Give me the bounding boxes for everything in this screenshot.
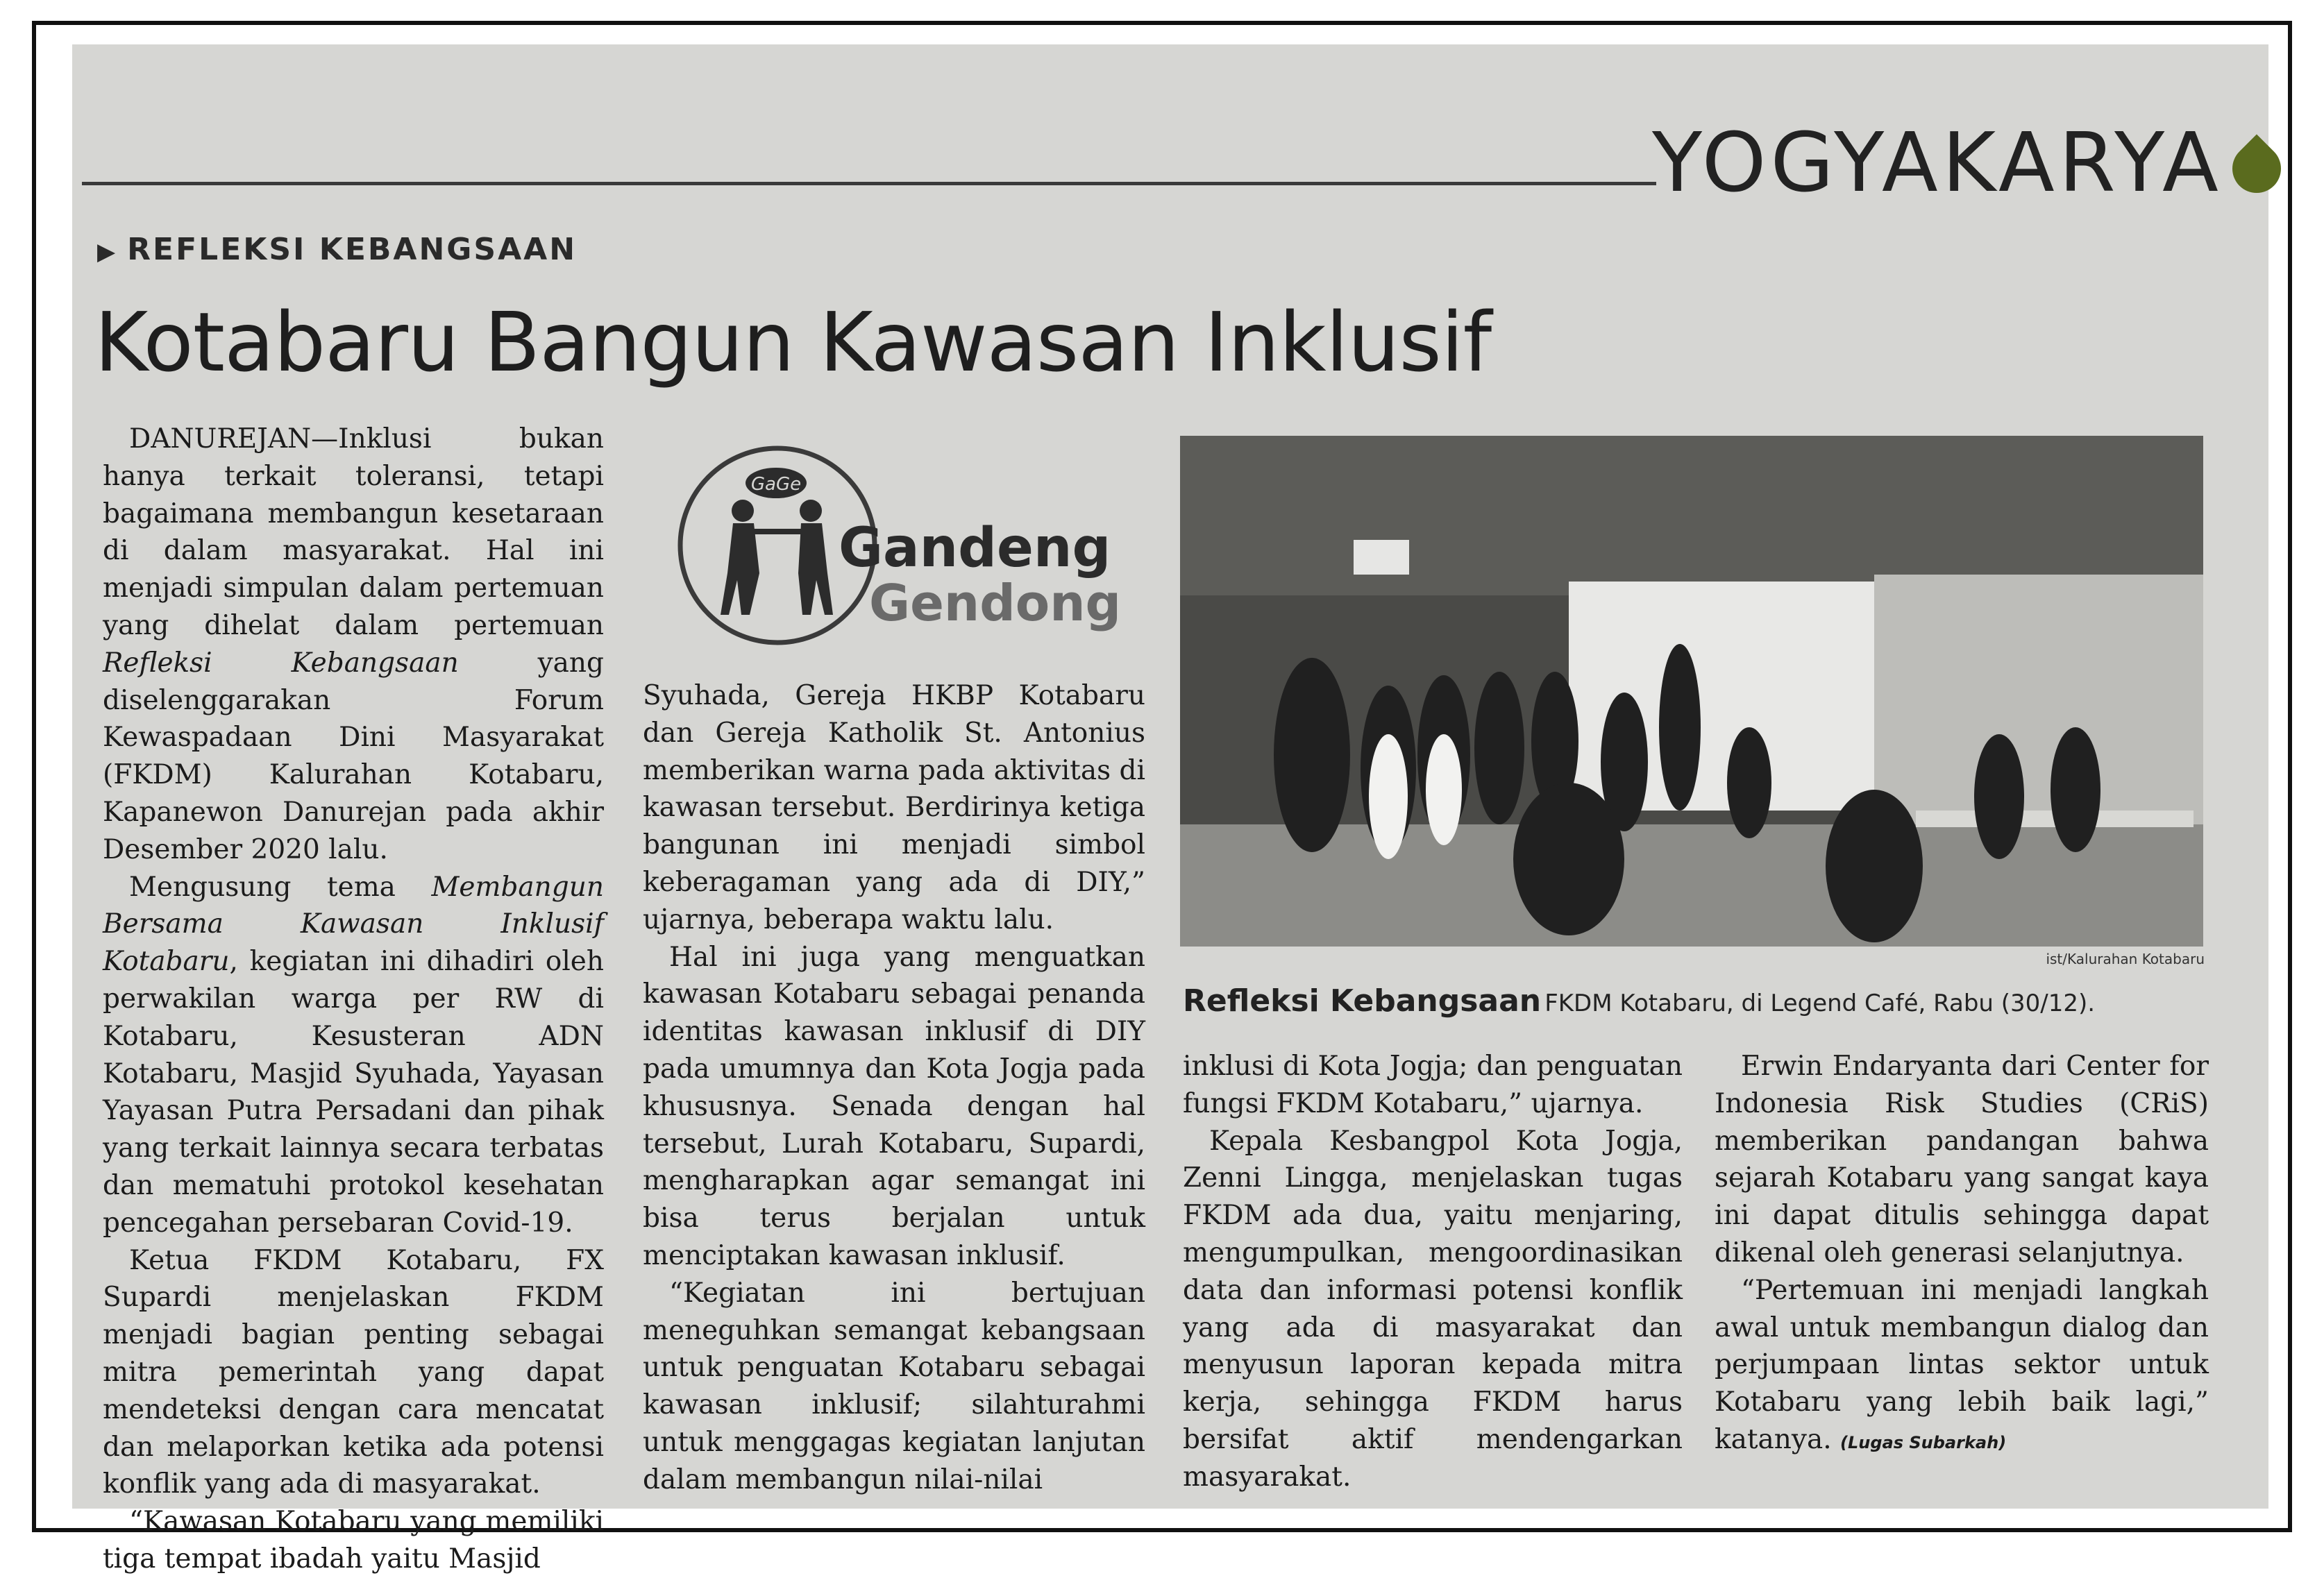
paragraph-11: “Pertemuan ini menjadi langkah awal untuk membangun dialog dan perjumpaan lintas sektor untuk Kotabaru yang lebih baik lagi,” katanya. (Lugas Subarkah)	[1715, 1274, 2209, 1455]
photo-floor	[1180, 824, 2203, 947]
figure-right-body	[798, 523, 833, 615]
event-photo	[1180, 436, 2203, 947]
rubric	[97, 229, 577, 271]
figure-right-head	[800, 500, 822, 522]
logo-word-gandeng: Gandeng	[839, 517, 1111, 579]
article-column-2	[643, 677, 1145, 1495]
photo-foliage-ceiling	[1180, 436, 2203, 595]
paragraph-7: “Kegiatan ini bertujuan meneguhkan semangat kebangsaan untuk penguatan Kotabaru sebagai kawasan inklusif; silahturahmi untuk menggagas kegiatan lanjutan dalam membangun nilai-nilai	[643, 1277, 1145, 1495]
masthead-text: YOGYAKARYA	[1652, 114, 2223, 210]
triangle-icon: ▶	[97, 238, 118, 266]
article-column-1	[103, 421, 604, 1575]
photo-ac-unit	[1354, 540, 1409, 575]
caption-text: FKDM Kotabaru, di Legend Café, Rabu (30/12).	[1544, 990, 2096, 1017]
article-column-4	[1715, 1048, 2209, 1482]
figure-left-head	[732, 500, 754, 522]
top-rule	[82, 182, 1656, 185]
paragraph-4: “Kawasan Kotabaru yang memiliki tiga tempat ibadah yaitu Masjid	[103, 1506, 604, 1575]
paragraph-1: DANUREJAN—Inklusi bukan hanya terkait toleransi, tetapi bagaimana membangun kesetaraan di dalam masyarakat. Hal ini menjadi simpulan dalam pertemuan yang dihelat dalam pertemuan Refleksi Kebangsaan yang diselenggarakan Forum Kewaspadaan Dini Masyarakat (FKDM) Kalurahan Kotabaru, Kapanewon Danurejan pada akhir Desember 2020 lalu.	[103, 423, 604, 865]
paragraph-8: inklusi di Kota Jogja; dan penguatan fungsi FKDM Kotabaru,” ujarnya.	[1183, 1051, 1683, 1119]
photo-credit: ist/Kalurahan Kotabaru	[2046, 951, 2205, 967]
logo-word-gendong: Gendong	[869, 574, 1121, 632]
gandeng-gendong-logo	[673, 441, 1121, 650]
caption-title: Refleksi Kebangsaan	[1183, 983, 1542, 1019]
byline: (Lugas Subarkah)	[1840, 1432, 2007, 1452]
paragraph-5: Syuhada, Gereja HKBP Kotabaru dan Gereja Katholik St. Antonius memberikan warna pada aktivitas di kawasan tersebut. Berdirinya ketiga bangunan ini menjadi simbol keberagaman yang ada di DIY,” ujarnya, beberapa waktu lalu.	[643, 680, 1145, 935]
paragraph-10: Erwin Endaryanta dari Center for Indonesia Risk Studies (CRiS) memberikan pandangan bahwa sejarah Kotabaru yang sangat kaya ini dapat ditulis sehingga dapat dikenal oleh generasi selanjutnya.	[1715, 1051, 2209, 1269]
section-masthead	[1652, 114, 2242, 211]
logo-top-text: GaGe	[750, 474, 802, 495]
figure-left-body	[721, 523, 759, 615]
article-column-3	[1183, 1048, 1683, 1493]
paragraph-9: Kepala Kesbangpol Kota Jogja, Zenni Lingga, menjelaskan tugas FKDM ada dua, yaitu menjaring, mengumpulkan, mengoordinasikan data dan informasi potensi konflik yang ada di masyarakat dan menyusun laporan kepada mitra kerja, sehingga FKDM harus bersifat aktif mendengarkan masyarakat.	[1183, 1125, 1683, 1493]
paragraph-6: Hal ini juga yang menguatkan kawasan Kotabaru sebagai penanda identitas kawasan inklusif di DIY pada umumnya dan Kota Jogja pada khususnya. Senada dengan hal tersebut, Lurah Kotabaru, Supardi, mengharapkan agar semangat ini bisa terus berjalan untuk menciptakan kawasan inklusif.	[643, 941, 1145, 1271]
headline: Kotabaru Bangun Kawasan Inklusif	[94, 294, 1492, 390]
paragraph-3: Ketua FKDM Kotabaru, FX Supardi menjelaskan FKDM menjadi bagian penting sebagai mitra pemerintah yang dapat mendeteksi dengan cara mencatat dan melaporkan ketika ada potensi konflik yang ada di masyarakat.	[103, 1244, 604, 1500]
rubric-label: REFLEKSI KEBANGSAAN	[127, 232, 578, 267]
paragraph-2: Mengusung tema Membangun Bersama Kawasan Inklusif Kotabaru, kegiatan ini dihadiri oleh perwakilan warga per RW di Kotabaru, Kesusteran ADN Kotabaru, Masjid Syuhada, Yayasan Yayasan Putra Persadani dan pihak yang terkait lainnya secara terbatas dan mematuhi protokol kesehatan pencegahan persebaran Covid-19.	[103, 871, 604, 1239]
photo-caption	[1183, 978, 2210, 1024]
